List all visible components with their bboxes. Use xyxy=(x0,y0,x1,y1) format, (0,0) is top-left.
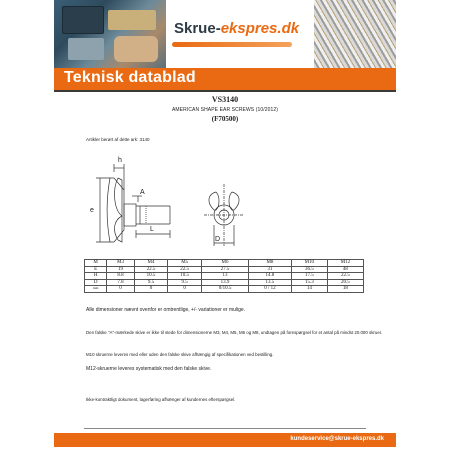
table-cell: 22.5 xyxy=(134,266,168,273)
table-cell: 8.8 xyxy=(107,273,134,280)
table-cell: mm xyxy=(85,286,107,293)
table-cell: 13.5 xyxy=(249,279,292,286)
wing-left-shape xyxy=(115,178,122,216)
note-false-washer: Den falske "A"-mærkede skive er ikke til stede for dimensionerne M3, M4, M5, M6 og M8, undtagen på forespørgsel for et antal på mindst 20.000 skruer. xyxy=(86,330,383,335)
label-e: e xyxy=(90,207,94,214)
label-l: L xyxy=(150,226,154,233)
wing-bottom-shape xyxy=(115,216,122,242)
table-cell: 14 xyxy=(291,286,327,293)
table-cell: M4 xyxy=(134,260,168,267)
table-cell: 9.5 xyxy=(168,279,202,286)
table-cell: M5 xyxy=(168,260,202,267)
screws-photo xyxy=(314,0,396,68)
table-cell: M6 xyxy=(201,260,248,267)
table-cell: 7.8 xyxy=(107,279,134,286)
banner-title: Teknisk datablad xyxy=(64,69,196,86)
footer-bar xyxy=(54,433,396,447)
logo-swoosh xyxy=(172,42,292,47)
articles-line: Artikler berørt af dette ark: 3140 xyxy=(86,137,150,142)
table-cell: 20.5 xyxy=(327,279,363,286)
note-disclaimer: Ikke-kontraktligt dokument, lagerføring afhænger af kundernes efterspørgsel. xyxy=(86,397,236,402)
table-cell: 0 / 12 xyxy=(249,286,292,293)
table-cell: 36.5 xyxy=(291,266,327,273)
table-cell: 0 xyxy=(107,286,134,293)
table-cell: E xyxy=(85,266,107,273)
table-cell: 14.8 xyxy=(249,273,292,280)
datasheet-page xyxy=(54,0,396,452)
table-cell: 48 xyxy=(327,266,363,273)
table-cell: 22.5 xyxy=(168,266,202,273)
document-reference: (F70500) xyxy=(211,115,239,123)
table-cell: 10.5 xyxy=(134,273,168,280)
document-subtitle: AMERICAN SHAPE EAR SCREWS (10/2012) xyxy=(171,107,279,113)
table-row xyxy=(85,286,364,293)
table-cell: 31 xyxy=(249,266,292,273)
divider xyxy=(54,90,396,92)
footer-divider xyxy=(84,428,366,429)
footer-email-link[interactable]: kundeservice@skrue-ekspres.dk xyxy=(290,436,384,442)
table-cell: 27.5 xyxy=(201,266,248,273)
note-m12: M12-skruerne leveres systematisk med den falske skive. xyxy=(86,366,212,372)
label-d: D xyxy=(215,236,221,243)
table-cell: M xyxy=(85,260,107,267)
technical-drawing xyxy=(84,150,284,252)
tools-photo xyxy=(54,0,166,68)
note-dimensions: Alle dimensioner nævnt ovenfor er omtrentlige, +/- variationer er mulige. xyxy=(86,307,246,313)
table-cell: M8 xyxy=(249,260,292,267)
dimension-table xyxy=(84,259,364,293)
table-cell: 9.5 xyxy=(134,279,168,286)
label-a: A xyxy=(140,189,145,196)
table-cell: M10 xyxy=(291,260,327,267)
table-cell: M12 xyxy=(327,260,363,267)
table-cell: 0 xyxy=(168,286,202,293)
label-h: h xyxy=(118,157,122,164)
note-m10: M10 skruerne leveres med eller uden den falske skive afhængig af specifikationen ved bestilling. xyxy=(86,352,274,357)
table-cell: H xyxy=(85,273,107,280)
table-cell: 15.3 xyxy=(291,279,327,286)
title-bar xyxy=(54,68,396,90)
logo-area xyxy=(166,0,314,68)
table-cell: 13.9 xyxy=(201,279,248,286)
table-cell: 18 xyxy=(327,286,363,293)
brand-logo[interactable]: Skrue-ekspres.dk xyxy=(174,20,300,37)
header-banner xyxy=(54,0,396,68)
table-cell: 19 xyxy=(107,266,134,273)
table-cell: 22.5 xyxy=(327,273,363,280)
table-cell: 0/10.5 xyxy=(201,286,248,293)
table-cell: 0 xyxy=(134,286,168,293)
table-cell: D xyxy=(85,279,107,286)
table-cell: 10.5 xyxy=(168,273,202,280)
table-cell: 13 xyxy=(201,273,248,280)
table-cell: 17.5 xyxy=(291,273,327,280)
table-cell: M3 xyxy=(107,260,134,267)
document-code: VS3140 xyxy=(211,95,239,104)
